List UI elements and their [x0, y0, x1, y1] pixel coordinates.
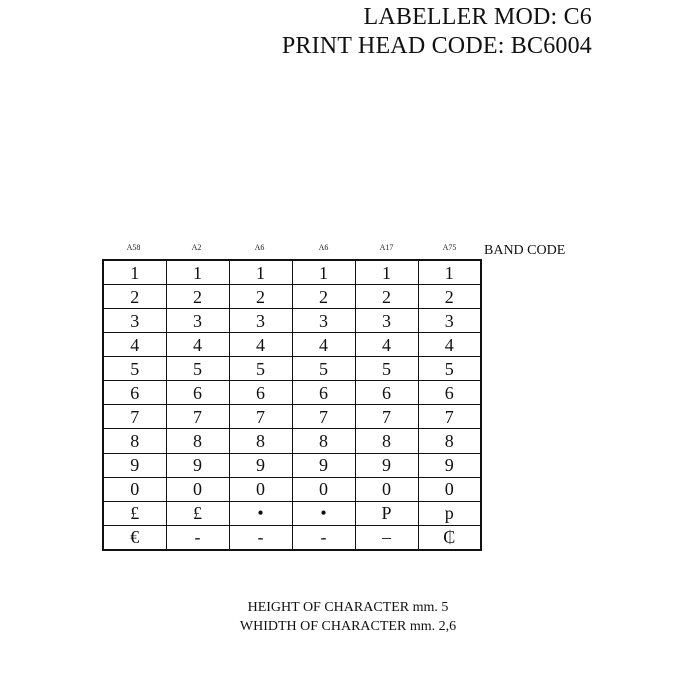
character-cell: 3: [103, 309, 166, 333]
character-cell: 5: [229, 357, 292, 381]
band-code-1: A58: [126, 243, 141, 252]
character-cell: 5: [166, 357, 229, 381]
character-cell: 5: [418, 357, 481, 381]
character-table: [102, 259, 482, 551]
character-cell: 9: [355, 453, 418, 477]
character-cell: £: [166, 501, 229, 525]
table-row: [103, 381, 481, 405]
character-cell: £: [103, 501, 166, 525]
character-cell: p: [418, 501, 481, 525]
character-cell: 4: [229, 333, 292, 357]
character-cell: 4: [418, 333, 481, 357]
character-cell: 8: [103, 429, 166, 453]
character-cell: 2: [355, 285, 418, 309]
labeller-model-title: LABELLER MOD: C6: [363, 4, 592, 30]
table-row: [103, 333, 481, 357]
character-cell: 3: [229, 309, 292, 333]
character-cell: 8: [166, 429, 229, 453]
character-cell: 8: [418, 429, 481, 453]
table-row: [103, 453, 481, 477]
table-row: [103, 260, 481, 285]
character-cell: €: [103, 525, 166, 550]
character-cell: 6: [103, 381, 166, 405]
character-cell: 0: [292, 477, 355, 501]
character-cell: 1: [103, 260, 166, 285]
character-cell: ₵: [418, 525, 481, 550]
table-row: [103, 477, 481, 501]
band-code-2: A2: [191, 243, 202, 252]
character-cell: 6: [355, 381, 418, 405]
character-cell: 2: [229, 285, 292, 309]
table-row: [103, 525, 481, 550]
table-row: [103, 405, 481, 429]
table-row: [103, 357, 481, 381]
character-cell: 1: [229, 260, 292, 285]
character-cell: 8: [229, 429, 292, 453]
character-cell: 2: [166, 285, 229, 309]
character-cell: 7: [229, 405, 292, 429]
character-cell: –: [355, 525, 418, 550]
character-cell: 1: [292, 260, 355, 285]
character-cell: 4: [355, 333, 418, 357]
character-cell: 0: [229, 477, 292, 501]
character-cell: 0: [418, 477, 481, 501]
character-cell: 7: [292, 405, 355, 429]
character-cell: 2: [418, 285, 481, 309]
character-cell: 5: [355, 357, 418, 381]
table-row: [103, 429, 481, 453]
character-cell: 1: [355, 260, 418, 285]
character-cell: 4: [166, 333, 229, 357]
character-cell: 5: [103, 357, 166, 381]
character-cell: 7: [355, 405, 418, 429]
character-cell: 9: [418, 453, 481, 477]
band-code-row: [102, 243, 482, 257]
character-cell: 3: [292, 309, 355, 333]
character-cell: 8: [292, 429, 355, 453]
character-cell: 6: [418, 381, 481, 405]
character-cell: •: [229, 501, 292, 525]
band-code-3: A6: [254, 243, 265, 252]
table-row: [103, 309, 481, 333]
character-cell: 4: [292, 333, 355, 357]
character-cell: 5: [292, 357, 355, 381]
table-row: [103, 501, 481, 525]
character-cell: 7: [418, 405, 481, 429]
character-cell: -: [292, 525, 355, 550]
character-cell: 6: [166, 381, 229, 405]
character-cell: 0: [103, 477, 166, 501]
character-cell: P: [355, 501, 418, 525]
band-code-4: A6: [318, 243, 329, 252]
character-cell: 1: [166, 260, 229, 285]
character-cell: 3: [166, 309, 229, 333]
character-cell: 8: [355, 429, 418, 453]
character-cell: 0: [355, 477, 418, 501]
character-cell: 2: [103, 285, 166, 309]
character-cell: 7: [103, 405, 166, 429]
character-cell: 2: [292, 285, 355, 309]
character-cell: •: [292, 501, 355, 525]
character-cell: 9: [103, 453, 166, 477]
character-width-note: WHIDTH OF CHARACTER mm. 2,6: [239, 619, 457, 634]
character-cell: 0: [166, 477, 229, 501]
character-cell: 4: [103, 333, 166, 357]
character-cell: 3: [355, 309, 418, 333]
character-cell: -: [166, 525, 229, 550]
character-cell: 9: [292, 453, 355, 477]
character-cell: 6: [229, 381, 292, 405]
band-code-5: A17: [379, 243, 394, 252]
print-head-code-title: PRINT HEAD CODE: BC6004: [281, 33, 592, 59]
character-cell: 9: [229, 453, 292, 477]
character-cell: 1: [418, 260, 481, 285]
character-cell: -: [229, 525, 292, 550]
character-cell: 7: [166, 405, 229, 429]
character-height-note: HEIGHT OF CHARACTER mm. 5: [247, 600, 449, 615]
band-code-label: BAND CODE: [484, 243, 566, 258]
table-row: [103, 285, 481, 309]
character-cell: 6: [292, 381, 355, 405]
character-cell: 9: [166, 453, 229, 477]
character-cell: 3: [418, 309, 481, 333]
band-code-6: A75: [442, 243, 457, 252]
